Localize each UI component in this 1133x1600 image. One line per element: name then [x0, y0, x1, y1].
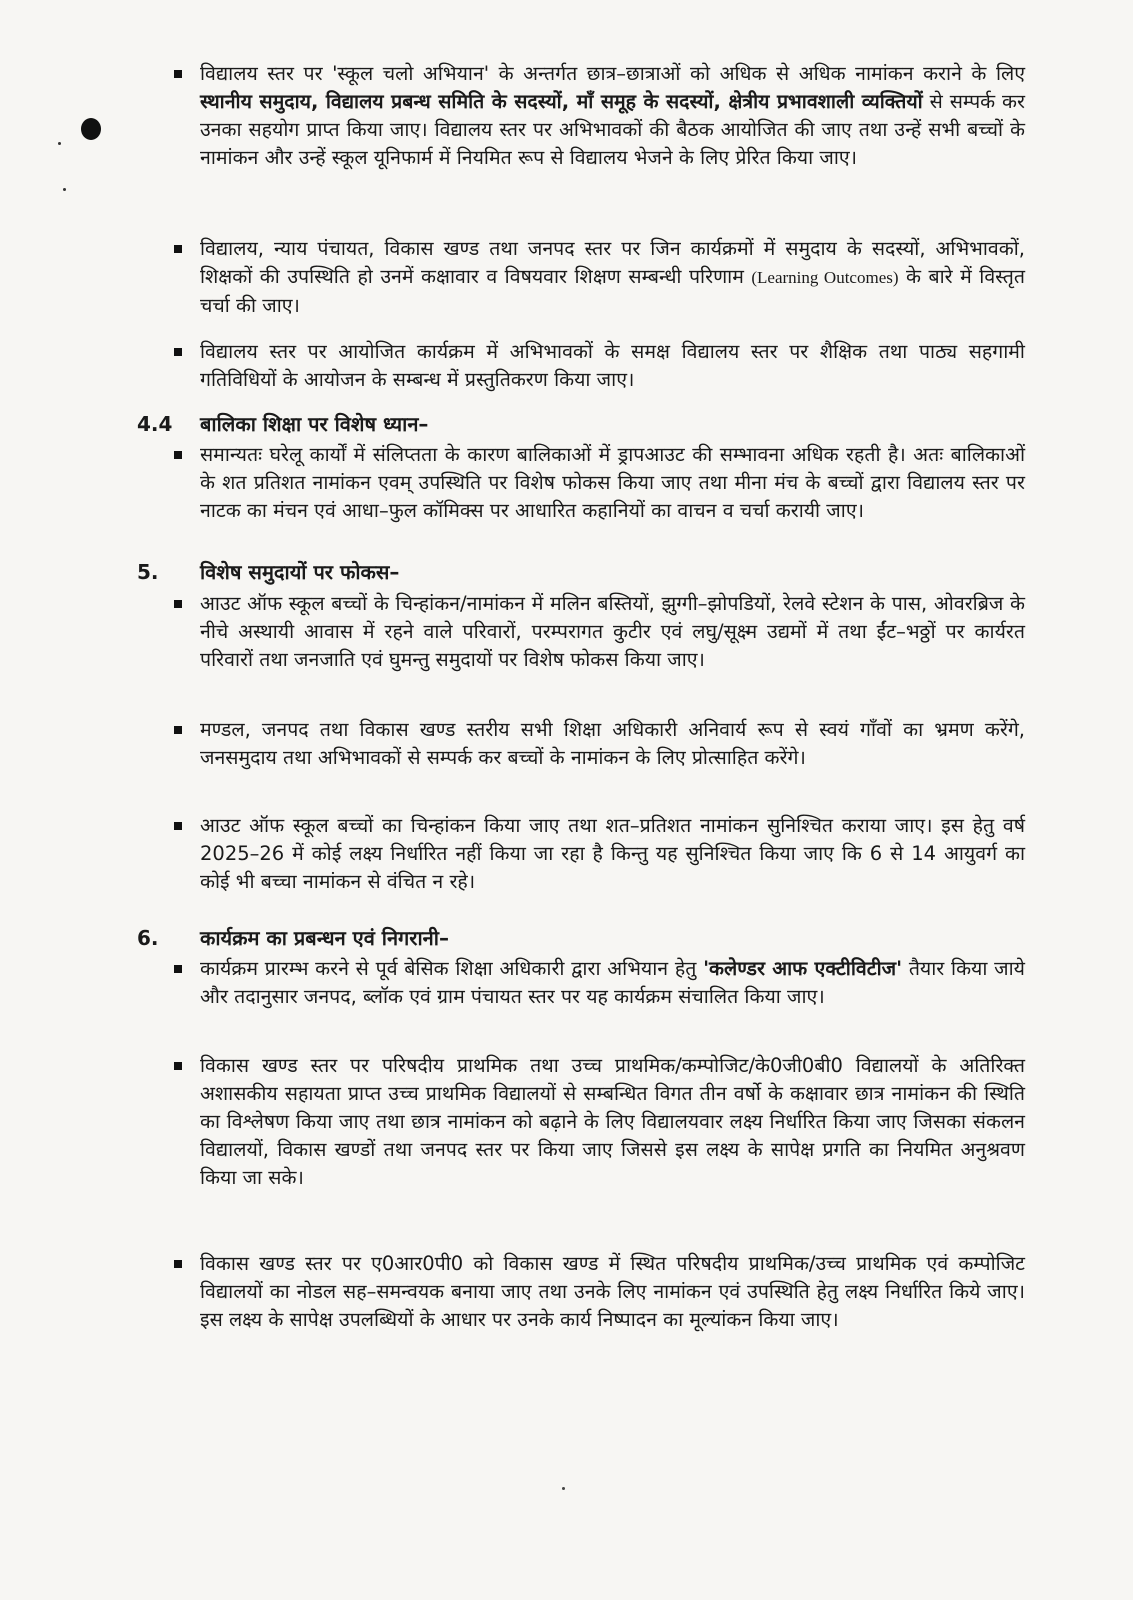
- section-title: कार्यक्रम का प्रबन्धन एवं निगरानी–: [200, 926, 449, 950]
- paragraph-text: आउट ऑफ स्कूल बच्चों का चिन्हांकन किया जाए तथा शत–प्रतिशत नामांकन सुनिश्चित कराया जाए। इस हेतु वर्ष 2025–26 में कोई लक्ष्य निर्धारित नहीं किया जा रहा है किन्तु यह सुनिश्चित किया जाए कि 6 से 14 आयुवर्ग का कोई भी बच्चा नामांकन से वंचित न रहे।: [200, 814, 1025, 893]
- section-number: 6.: [137, 926, 159, 950]
- paragraph-text: समान्यतः घरेलू कार्यों में संलिप्तता के कारण बालिकाओं में ड्रापआउट की सम्भावना अधिक रहती है। अतः बालिकाओं के शत प्रतिशत नामांकन एवम् उपस्थिति पर विशेष फोकस किया जाए तथा मीना मंच के बच्चों द्वारा विद्यालय स्तर पर नाटक का मंचन एवं आधा–फुल कॉमिक्स पर आधारित कहानियों का वाचन व चर्चा करायी जाए।: [200, 443, 1025, 522]
- bold-text: स्थानीय समुदाय, विद्यालय प्रबन्ध समिति के सदस्यों, माँ समूह के सदस्यों, क्षेत्रीय प्रभावशाली व्यक्तियों: [200, 90, 923, 113]
- bullet-paragraph-enrollment-target: [200, 812, 1025, 896]
- section-heading-6: [137, 924, 449, 952]
- bullet-paragraph-calendar: [200, 955, 1025, 1011]
- bullet-paragraph-block-analysis: [200, 1052, 1025, 1192]
- bullet-paragraph-girls-education: [200, 441, 1025, 525]
- section-title: विशेष समुदायों पर फोकस–: [200, 560, 400, 584]
- paragraph-text: आउट ऑफ स्कूल बच्चों के चिन्हांकन/नामांकन में मलिन बस्तियों, झुग्गी–झोपडियों, रेलवे स्टेशन के पास, ओवरब्रिज के नीचे अस्थायी आवास में रहने वाले परिवारों, परम्परागत कुटीर एवं लघु/सूक्ष्म उद्यमों में तथा ईंट–भठ्ठों पर कार्यरत परिवारों तथा जनजाति एवं घुमन्तु समुदायों पर विशेष फोकस किया जाए।: [200, 592, 1025, 671]
- paragraph-text: विकास खण्ड स्तर पर ए0आर0पी0 को विकास खण्ड में स्थित परिषदीय प्राथमिक/उच्च प्राथमिक एवं कम्पोजिट विद्यालयों का नोडल सह–समन्वयक बनाया जाए तथा उनके लिए नामांकन एवं उपस्थिति हेतु लक्ष्य निर्धारित किये जाए। इस लक्ष्य के सापेक्ष उपलब्धियों के आधार पर उनके कार्य निष्पादन का मूल्यांकन किया जाए।: [200, 1252, 1025, 1331]
- punch-hole-mark: [81, 118, 101, 140]
- bullet-paragraph-arp-nodal: [200, 1250, 1025, 1334]
- paragraph-text: से सम्पर्क कर उनका सहयोग प्राप्त किया जाए। विद्यालय स्तर पर अभिभावकों की बैठक आयोजित की जाए तथा उन्हें सभी बच्चों के नामांकन और उन्हें स्कूल यूनिफार्म में नियमित रूप से विद्यालय भेजने के लिए प्रेरित किया जाए।: [200, 90, 1025, 169]
- margin-speck: [63, 188, 66, 191]
- paragraph-text: विकास खण्ड स्तर पर परिषदीय प्राथमिक तथा उच्च प्राथमिक/कम्पोजिट/के0जी0बी0 विद्यालयों के अतिरिक्त अशासकीय सहायता प्राप्त उच्च प्राथमिक विद्यालयों से सम्बन्धित विगत तीन वर्षो के कक्षावार छात्र नामांकन की स्थिति का विश्लेषण किया जाए तथा छात्र नामांकन को बढ़ाने के लिए विद्यालयवार लक्ष्य निर्धारित किया जाए जिसका संकलन विद्यालयों, विकास खण्डों तथा जनपद स्तर पर किया जाए जिससे इस लक्ष्य के सापेक्ष प्रगति का नियमित अनुश्रवण किया जा सके।: [200, 1054, 1025, 1189]
- paragraph-text: विद्यालय, न्याय पंचायत, विकास खण्ड तथा जनपद स्तर पर जिन कार्यक्रमों में समुदाय के सदस्यों, अभिभावकों, शिक्षकों की उपस्थिति हो उनमें कक्षावार व विषयवार शिक्षण सम्बन्धी परिणाम: [200, 237, 1025, 288]
- page-number-mark: [562, 1487, 565, 1490]
- bold-text: 'कलेण्डर आफ एक्टीविटीज': [703, 957, 903, 980]
- paragraph-text: विद्यालय स्तर पर 'स्कूल चलो अभियान' के अन्तर्गत छात्र–छात्राओं को अधिक से अधिक नामांकन कराने के लिए: [200, 62, 1025, 85]
- paragraph-text: के बारे में विस्तृत चर्चा की जाए।: [200, 265, 1025, 317]
- bullet-paragraph-school-chalo: [200, 60, 1025, 172]
- paragraph-text: विद्यालय स्तर पर आयोजित कार्यक्रम में अभिभावकों के समक्ष विद्यालय स्तर पर शैक्षिक तथा पाठ्य सहगामी गतिविधियों के आयोजन के सम्बन्ध में प्रस्तुतिकरण किया जाए।: [200, 340, 1025, 391]
- paragraph-text: कार्यक्रम प्रारम्भ करने से पूर्व बेसिक शिक्षा अधिकारी द्वारा अभियान हेतु: [200, 957, 704, 980]
- section-number: 5.: [137, 560, 159, 584]
- bullet-paragraph-officers-visit: [200, 716, 1025, 772]
- section-title: बालिका शिक्षा पर विशेष ध्यान–: [200, 412, 429, 436]
- bullet-paragraph-learning-outcomes: [200, 235, 1025, 320]
- paragraph-text: मण्डल, जनपद तथा विकास खण्ड स्तरीय सभी शिक्षा अधिकारी अनिवार्य रूप से स्वयं गाँवों का भ्रमण करेंगे, जनसमुदाय तथा अभिभावकों से सम्पर्क कर बच्चों के नामांकन के लिए प्रोत्साहित करेंगे।: [200, 718, 1025, 769]
- english-text: (Learning Outcomes): [751, 268, 899, 287]
- paragraph-text: तैयार किया जाये और तदानुसार जनपद, ब्लॉक एवं ग्राम पंचायत स्तर पर यह कार्यक्रम संचालित किया जाए।: [200, 957, 1025, 1008]
- bullet-paragraph-presentation: [200, 338, 1025, 394]
- section-number: 4.4: [137, 412, 173, 436]
- margin-speck: [58, 142, 61, 145]
- bullet-paragraph-out-of-school: [200, 590, 1025, 674]
- section-heading-5: [137, 558, 399, 586]
- section-heading-4-4: [137, 410, 428, 438]
